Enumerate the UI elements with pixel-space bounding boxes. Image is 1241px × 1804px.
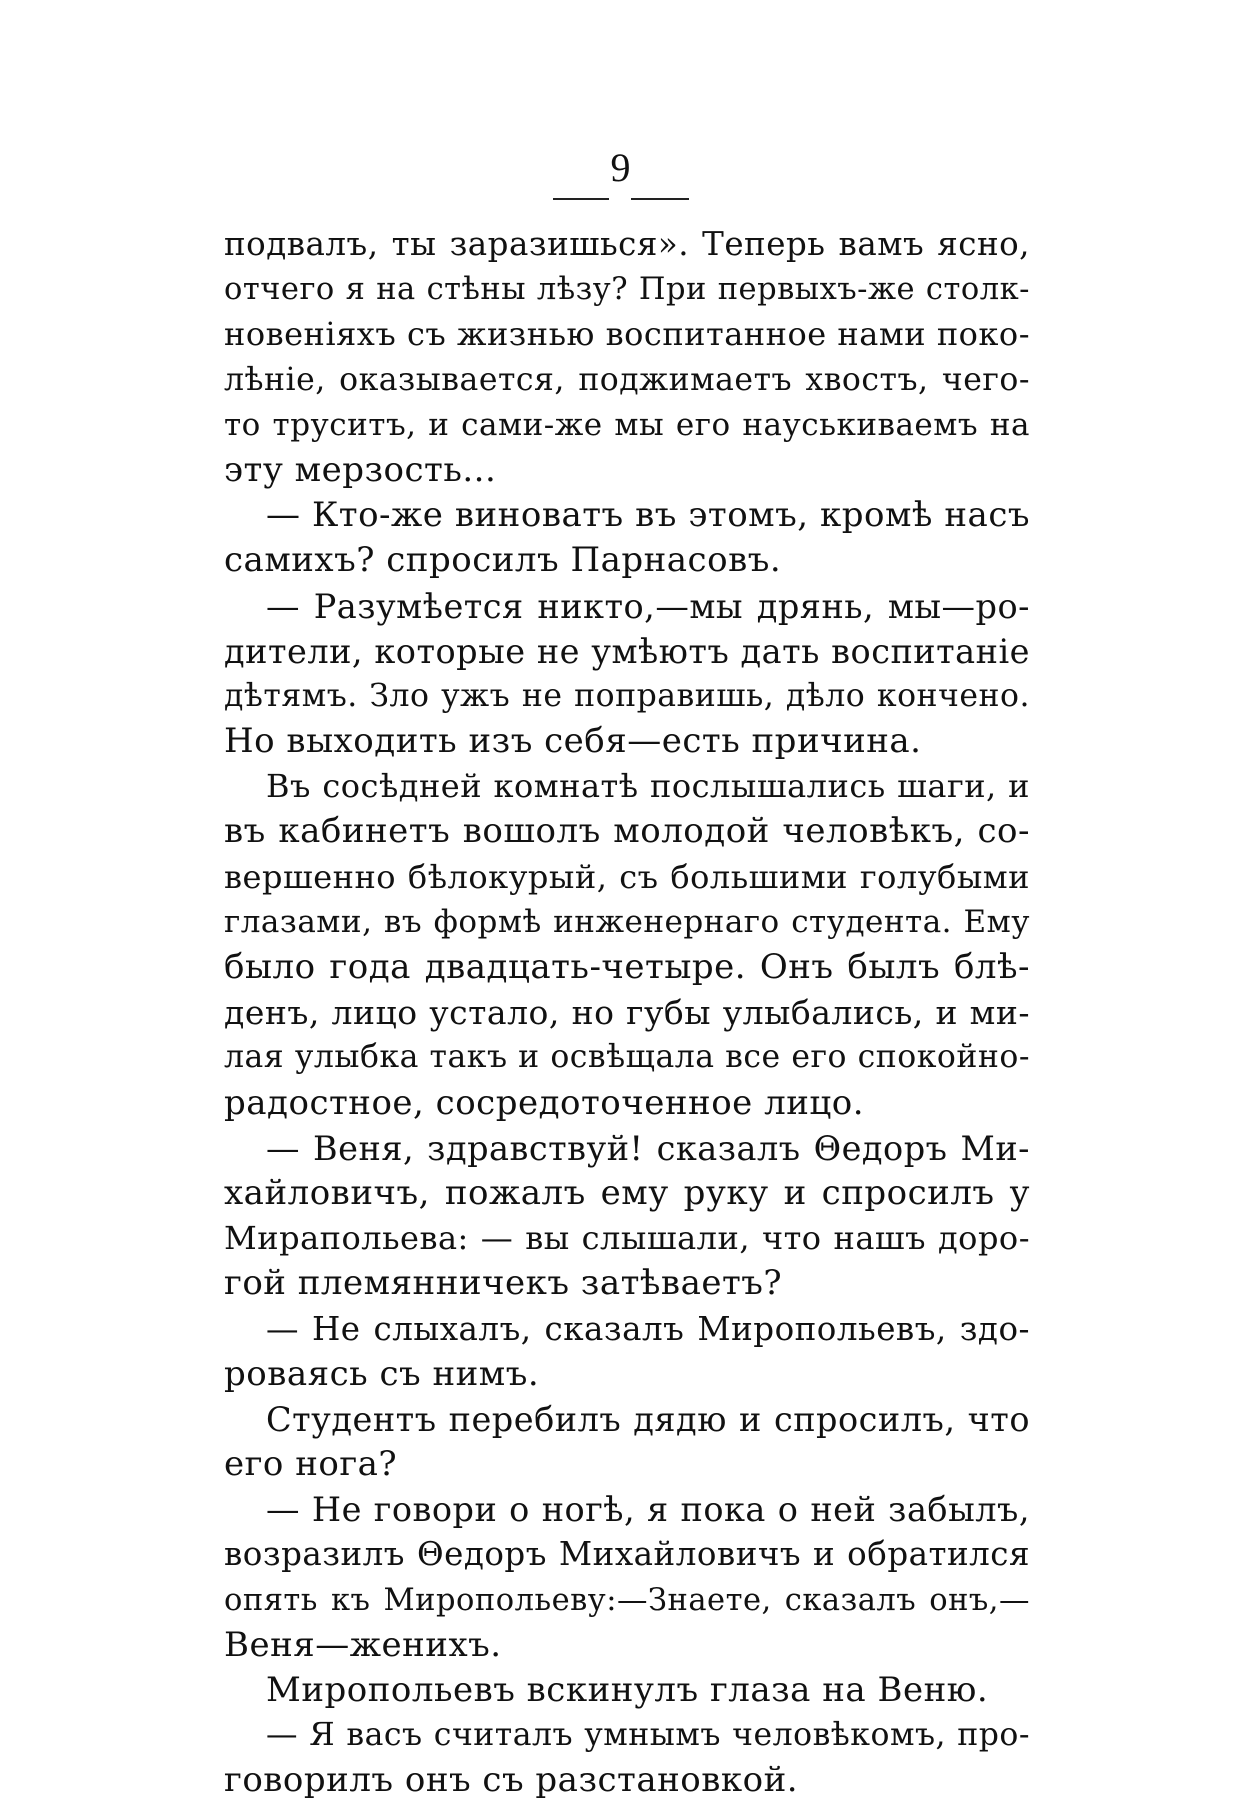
text-line: новеніяхъ съ жизнью воспитанное нами поко- — [224, 315, 1030, 354]
text-line: вершенно бѣлокурый, съ большими голубыми — [224, 857, 1030, 896]
text-line: Студентъ перебилъ дядю и спросилъ, что — [266, 1399, 1030, 1439]
text-line: въ кабинетъ вошолъ молодой человѣкъ, со- — [224, 811, 1030, 852]
text-line: — Не слыхалъ, сказалъ Миропольевъ, здо- — [266, 1309, 1030, 1348]
text-line: его нога? — [224, 1444, 398, 1485]
text-line: роваясь съ нимъ. — [224, 1353, 540, 1394]
text-line: глазами, въ формѣ инженернаго студента. Ему — [224, 903, 1030, 940]
text-line: гой племянничекъ затѣваетъ? — [224, 1263, 783, 1304]
text-line: Въ сосѣдней комнатѣ послышались шаги, и — [266, 767, 1030, 806]
text-line: то труситъ, и сами-же мы его науськиваемъ на — [224, 406, 1030, 443]
text-line: отчего я на стѣны лѣзу? При первыхъ-же столк- — [224, 272, 1030, 308]
text-line: говорилъ онъ съ разстановкой. — [224, 1760, 799, 1801]
text-line: Но выходить изъ себя—есть причина. — [224, 721, 922, 762]
text-line: — Веня, здравствуй! сказалъ Θедоръ Ми- — [266, 1128, 1030, 1168]
text-line: лѣніе, оказывается, поджимаетъ хвостъ, чего- — [224, 361, 1030, 398]
text-line: — Я васъ считалъ умнымъ человѣкомъ, про- — [266, 1717, 1030, 1754]
text-line: Веня—женихъ. — [224, 1624, 502, 1665]
text-line: Мирапольева: — вы слышали, что нашъ доро- — [224, 1219, 1030, 1258]
text-line: — Кто-же виноватъ въ этомъ, кромѣ насъ — [266, 495, 1030, 536]
header-rule-right — [631, 198, 689, 200]
text-line: возразилъ Θедоръ Михайловичъ и обратился — [224, 1535, 1030, 1574]
text-line: радостное, сосредоточенное лицо. — [224, 1082, 865, 1123]
text-line: — Разумѣется никто,—мы дрянь, мы—ро- — [266, 586, 1030, 626]
text-line: самихъ? спросилъ Парнасовъ. — [224, 540, 782, 581]
text-line: эту мерзость... — [224, 449, 497, 490]
text-line: было года двадцать-четыре. Онъ былъ блѣ- — [224, 947, 1030, 987]
text-line: дѣтямъ. Зло ужъ не поправишь, дѣло кончено. — [224, 677, 1030, 714]
text-line: — Не говори о ногѣ, я пока о ней забылъ, — [266, 1490, 1030, 1530]
header-rule-left — [553, 198, 609, 200]
text-line: денъ, лицо устало, но губы улыбались, и ми- — [224, 993, 1030, 1033]
text-line: хайловичъ, пожалъ ему руку и спросилъ у — [224, 1172, 1030, 1213]
body-text — [224, 222, 1030, 1804]
text-line: Миропольевъ вскинулъ глаза на Веню. — [266, 1670, 989, 1710]
text-line: опять къ Миропольеву:—Знаете, сказалъ онъ,— — [224, 1582, 1030, 1618]
text-line: лая улыбка такъ и освѣщала все его спокойно- — [224, 1039, 1030, 1076]
text-line: дители, которые не умѣютъ дать воспитаніе — [224, 631, 1030, 671]
page-number: 9 — [610, 145, 631, 190]
text-line: подвалъ, ты заразишься». Теперь вамъ ясно, — [224, 225, 1030, 263]
